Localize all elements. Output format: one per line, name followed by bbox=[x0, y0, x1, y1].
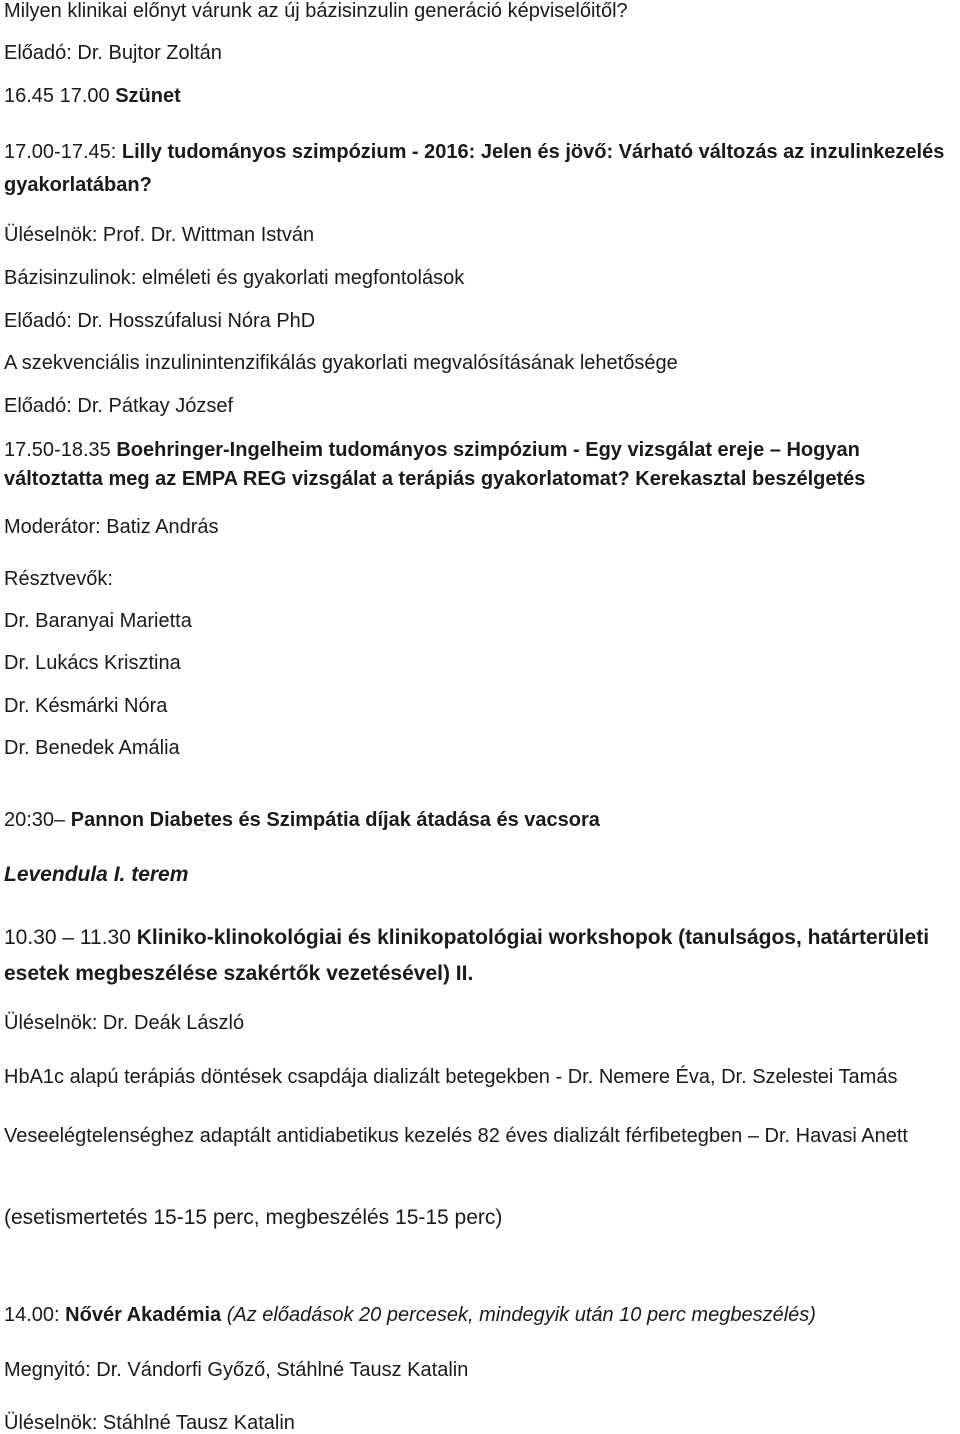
timing-note: (esetismertetés 15-15 perc, megbeszélés 15-15 perc) bbox=[4, 1206, 503, 1229]
session-note: (Az előadások 20 percesek, mindegyik után 10 perc megbeszélés) bbox=[221, 1304, 816, 1326]
session-title: Lilly tudományos szimpózium - 2016: Jelen és jövő: Várható változás az inzulinkezelés gyakorlatában? bbox=[4, 141, 945, 196]
lilly-symposium-line bbox=[4, 136, 954, 202]
talk-title: A szekvenciális inzulinintenzifikálás gyakorlati megvalósításának lehetősége bbox=[4, 352, 678, 374]
room-heading: Levendula I. terem bbox=[4, 863, 189, 886]
case-presentation-line: HbA1c alapú terápiás döntések csapdája dializált betegekben - Dr. Nemere Éva, Dr. Szelestei Tamás bbox=[4, 1066, 898, 1088]
time-label: 20:30– bbox=[4, 809, 71, 831]
time-label: 17.00-17.45: bbox=[4, 141, 122, 163]
chair-line: Üléselnök: Prof. Dr. Wittman István bbox=[4, 224, 315, 246]
question-line: Milyen klinikai előnyt várunk az új bázisinzulin generáció képviselőitől? bbox=[4, 0, 628, 22]
speaker-line: Előadó: Dr. Pátkay József bbox=[4, 395, 234, 417]
session-title: Pannon Diabetes és Szimpátia díjak átadása és vacsora bbox=[70, 809, 600, 831]
time-label: 17.50-18.35 bbox=[4, 439, 117, 461]
session-title: Kliniko-klinokológiai és klinikopatológiai workshopok (tanulságos, határterületi esetek megbeszélése szakértők vezetésével) II. bbox=[4, 926, 930, 985]
chair-line: Üléselnök: Dr. Deák László bbox=[4, 1012, 245, 1034]
nurse-academy-line bbox=[4, 1305, 816, 1325]
workshop-line bbox=[4, 920, 954, 992]
talk-title: Bázisinzulinok: elméleti és gyakorlati megfontolások bbox=[4, 267, 465, 289]
participant-item: Dr. Lukács Krisztina bbox=[4, 652, 181, 674]
participant-item: Dr. Baranyai Marietta bbox=[4, 610, 192, 632]
session-title: Szünet bbox=[115, 85, 181, 107]
participant-item: Dr. Késmárki Nóra bbox=[4, 695, 168, 717]
chair-line: Üléselnök: Stáhlné Tausz Katalin bbox=[4, 1412, 295, 1434]
time-label: 10.30 – 11.30 bbox=[4, 926, 137, 949]
boehringer-symposium-line bbox=[4, 436, 954, 494]
participant-item: Dr. Benedek Amália bbox=[4, 737, 180, 759]
time-label: 16.45 17.00 bbox=[4, 85, 116, 107]
moderator-line: Moderátor: Batiz András bbox=[4, 516, 219, 538]
session-title: Nővér Akadémia bbox=[65, 1304, 222, 1326]
opening-line: Megnyitó: Dr. Vándorfi Győző, Stáhlné Tausz Katalin bbox=[4, 1359, 469, 1381]
speaker-line: Előadó: Dr. Hosszúfalusi Nóra PhD bbox=[4, 310, 316, 332]
awards-dinner-line bbox=[4, 810, 600, 830]
participants-label: Résztvevők: bbox=[4, 568, 113, 590]
case-presentation-line: Veseelégtelenséghez adaptált antidiabetikus kezelés 82 éves dializált férfibetegben – Dr. Havasi Anett bbox=[4, 1125, 908, 1147]
break-line bbox=[4, 86, 181, 106]
speaker-line: Előadó: Dr. Bujtor Zoltán bbox=[4, 42, 222, 64]
time-label: 14.00: bbox=[4, 1304, 66, 1326]
session-title: Boehringer-Ingelheim tudományos szimpózium - Egy vizsgálat ereje – Hogyan változtatta meg az EMPA REG vizsgálat a terápiás gyakorlatomat? Kerekasztal beszélgetés bbox=[4, 439, 866, 490]
